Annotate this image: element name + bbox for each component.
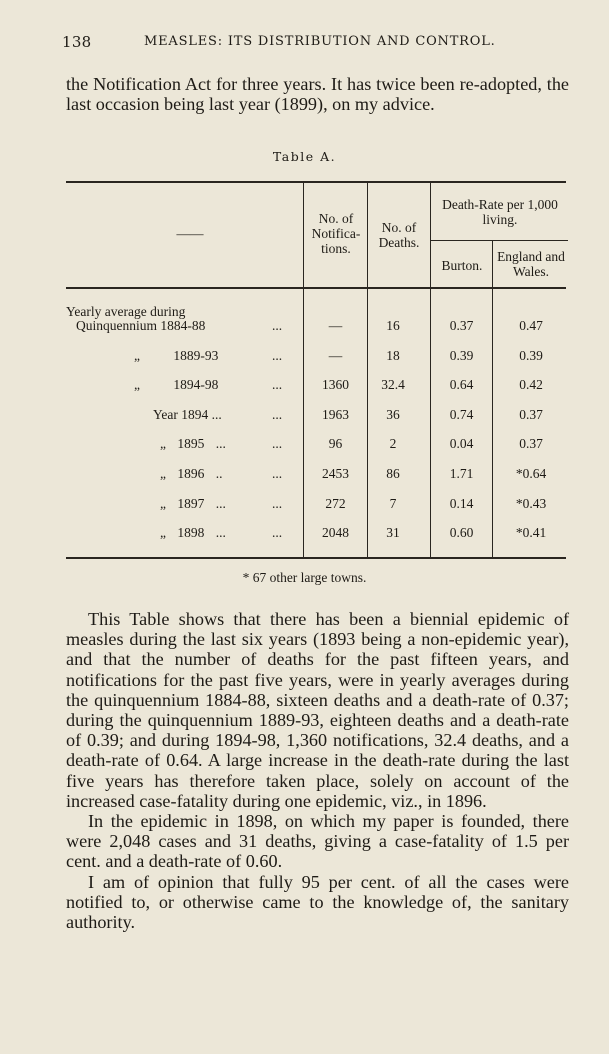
row-label-average-intro: Yearly average during (66, 304, 186, 319)
table-title: Table A. (272, 149, 337, 164)
cell-burton: 0.14 (449, 496, 474, 511)
cell-burton: 0.39 (449, 348, 474, 363)
body-text (66, 609, 569, 932)
burton-header: Burton. (441, 258, 483, 273)
cell-notifications: 1360 (322, 377, 349, 392)
body-paragraph-3: I am of opinion that fully 95 per cent. of all the cases were notified to, or otherwise came to the knowledge of, the sanitary authority. (66, 871, 569, 933)
cell-burton: 0.37 (449, 318, 474, 333)
cell-england: *0.41 (515, 525, 547, 540)
cell-deaths: 31 (386, 525, 400, 540)
stub-header: —— (176, 226, 204, 241)
table-bottom-rule (66, 557, 566, 559)
leader-dots: ... (272, 377, 283, 392)
page-number: 138 (62, 33, 92, 51)
cell-notifications: 272 (325, 496, 346, 511)
cell-england: 0.37 (519, 407, 543, 422)
cell-burton: 0.74 (449, 407, 474, 422)
leader-dots: ... (272, 348, 283, 363)
cell-deaths: 2 (389, 436, 397, 451)
cell-burton: 0.64 (449, 377, 474, 392)
cell-burton: 0.04 (449, 436, 474, 451)
leader-dots: ... (272, 466, 283, 481)
cell-burton: 0.60 (449, 525, 474, 540)
deaths-header: No. of Deaths. (378, 220, 420, 250)
running-title: MEASLES: ITS DISTRIBUTION AND CONTROL. (144, 34, 496, 49)
cell-deaths: 7 (389, 496, 397, 511)
cell-burton: 1.71 (449, 466, 474, 481)
cell-notifications: 2453 (322, 466, 349, 481)
cell-england: *0.64 (515, 466, 547, 481)
cell-england: 0.39 (519, 348, 543, 363)
notifications-header: No. of Notifica-tions. (311, 211, 361, 256)
cell-notifications: — (328, 318, 343, 333)
cell-england: 0.47 (519, 318, 543, 333)
row-label-1897: „ 1897 ... (160, 496, 226, 511)
body-paragraph-1: This Table shows that there has been a biennial epidemic of measles during the last six years (1893 being a non-epidemic year), and that the number of deaths for the past fifteen years, and notifications for the past five years, were in yearly averages during the quinquennium 1884-88, sixteen deaths and a death-rate of 0.37; during the quinquennium 1889-93, eighteen deaths and a death-rate of 0.39; and during 1894-98, 1,360 notifications, 32.4 deaths, and a death-rate of 0.64. A large increase in the death-rate during the last five years has therefore taken place, solely on account of the increased case-fatality during one epidemic, viz., in 1896. (66, 609, 569, 811)
cell-england: *0.43 (515, 496, 547, 511)
intro-paragraph: the Notification Act for three years. It has twice been re-adopted, the last occasion being last year (1899), on my advice. (66, 74, 569, 114)
table-footnote: * 67 other large towns. (242, 570, 367, 585)
leader-dots: ... (272, 496, 283, 511)
cell-notifications: 2048 (322, 525, 349, 540)
cell-england: 0.42 (519, 377, 543, 392)
cell-deaths: 36 (386, 407, 400, 422)
cell-notifications: 96 (328, 436, 343, 451)
leader-dots: ... (272, 525, 283, 540)
cell-deaths: 86 (386, 466, 400, 481)
header-bottom-rule (66, 287, 566, 289)
leader-dots: ... (272, 436, 283, 451)
row-label-1895: „ 1895 ... (160, 436, 226, 451)
deathrate-header: Death-Rate per 1,000 living. (442, 197, 558, 227)
cell-deaths: 18 (386, 348, 400, 363)
row-label-1894-98: „ 1894-98 (134, 377, 219, 392)
deathrate-sub-rule (431, 240, 568, 241)
row-label-1898: „ 1898 ... (160, 525, 226, 540)
england-header: England and Wales. (497, 249, 565, 279)
leader-dots: ... (272, 407, 283, 422)
row-label-1896: „ 1896 .. (160, 466, 223, 481)
table-top-rule (66, 181, 566, 183)
cell-notifications: 1963 (322, 407, 349, 422)
cell-notifications: — (328, 348, 343, 363)
leader-dots: ... (272, 318, 283, 333)
row-label-1884-88: Quinquennium 1884-88 (76, 318, 206, 333)
body-paragraph-2: In the epidemic in 1898, on which my paper is founded, there were 2,048 cases and 31 deaths, giving a case-fatality of 1.5 per cent. and a death-rate of 0.60. (66, 811, 569, 872)
row-label-year-1894: Year 1894 ... (153, 407, 222, 422)
cell-england: 0.37 (519, 436, 543, 451)
cell-deaths: 32.4 (381, 377, 405, 392)
cell-deaths: 16 (386, 318, 400, 333)
row-label-1889-93: „ 1889-93 (134, 348, 219, 363)
